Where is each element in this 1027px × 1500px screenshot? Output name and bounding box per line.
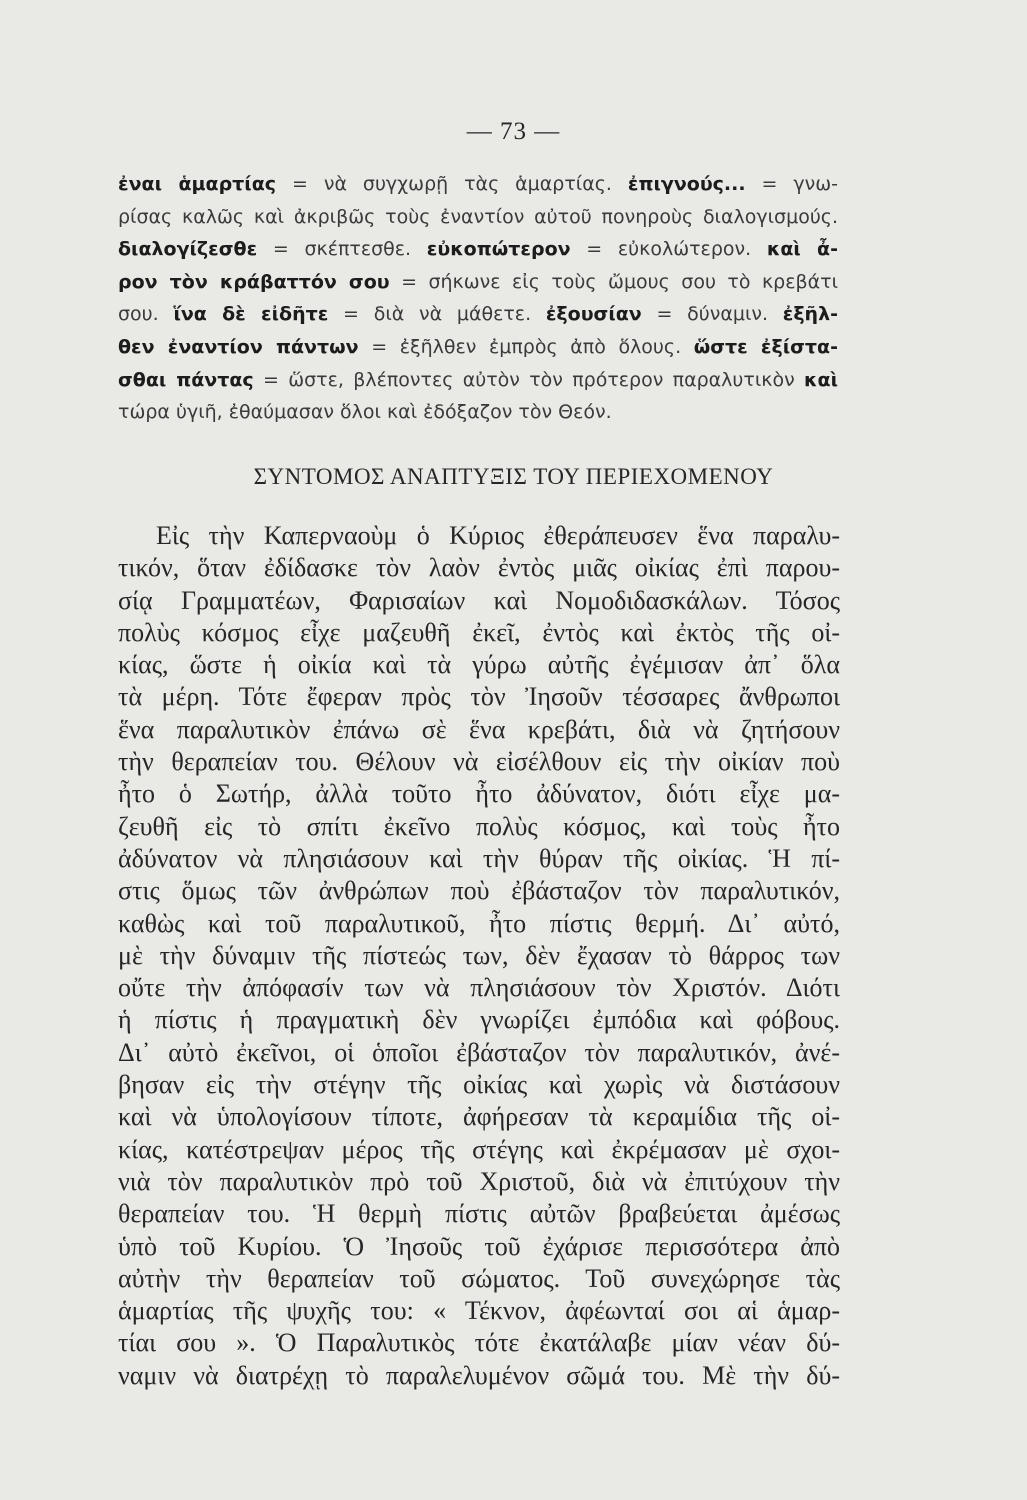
body-line: οὔτε τὴν ἀπόφασίν των νὰ πλησιάσουν τὸν Χριστόν. Διότι (118, 973, 840, 1003)
body-line: ἁμαρτίας τῆς ψυχῆς του: « Τέκνον, ἀφέωνταί σοι αἱ ἁμαρ- (118, 1296, 840, 1326)
body-line: σίᾳ Γραμματέων, Φαρισαίων καὶ Νομοδιδασκάλων. Τόσος (118, 585, 840, 615)
glossary-term: σθαι πάντας (118, 368, 254, 391)
body-line: Εἰς τὴν Καπερναοὺμ ὁ Κύριος ἐθεράπευσεν ἕνα παραλυ- (156, 521, 840, 550)
glossary-term: ἐναι ἁμαρτίας (118, 173, 277, 195)
glossary-term: ἐξῆλ- (782, 303, 838, 326)
body-line: καὶ νὰ ὑπολογίσουν τίποτε, ἀφήρεσαν τὰ κεραμίδια τῆς οἰ- (118, 1102, 840, 1132)
glossary-term: ἐπιγνούς... (627, 173, 746, 195)
body-line: πολὺς κόσμος εἶχε μαζευθῆ ἐκεῖ, ἐντὸς καὶ ἐκτὸς τῆς οἰ- (118, 617, 840, 647)
glossary-definition: = νὰ συγχωρῇ τὰς ἁμαρτίας. (276, 173, 628, 195)
body-line: ὑπὸ τοῦ Κυρίου. Ὁ Ἰησοῦς τοῦ ἐχάρισε περισσότερα ἀπὸ (118, 1231, 840, 1261)
body-line: θεραπείαν του. Ἡ θερμὴ πίστις αὐτῶν βραβεύεται ἀμέσως (118, 1199, 840, 1229)
body-line: αὐτὴν τὴν θεραπείαν τοῦ σώματος. Τοῦ συνεχώρησε τὰς (118, 1263, 840, 1293)
glossary-term: ρον τὸν κράβαττόν σου (118, 270, 390, 293)
glossary-definition: ρίσας καλῶς καὶ ἀκριβῶς τοὺς ἐναντίον αὐτοῦ πονηροὺς διαλογισμούς. (118, 205, 838, 228)
body-line: τικόν, ὅταν ἐδίδασκε τὸν λαὸν ἐντὸς μιᾶς οἰκίας ἐπὶ παρου- (118, 553, 840, 583)
glossary-line (118, 201, 838, 234)
glossary-term: θεν ἐναντίον πάντων (118, 335, 359, 358)
body-line: Δι᾽ αὐτὸ ἐκεῖνοι, οἱ ὁποῖοι ἐβάσταζον τὸν παραλυτικόν, ἀνέ- (118, 1037, 840, 1067)
glossary-definition: τώρα ὑγιῆ, ἐθαύμασαν ὅλοι καὶ ἐδόξαζον τὸν Θεόν. (118, 401, 612, 424)
glossary-term: καὶ (804, 368, 839, 391)
body-line: κίας, ὥστε ἡ οἰκία καὶ τὰ γύρω αὐτῆς ἐγέμισαν ἀπ᾽ ὅλα (118, 650, 840, 680)
glossary-definition: = σήκωνε εἰς τοὺς ὤμους σου τὸ κρεβάτι (389, 270, 838, 293)
body-paragraph (118, 520, 840, 1392)
glossary-line (118, 396, 838, 429)
glossary-definition: = διὰ νὰ μάθετε. (328, 303, 546, 326)
body-line: ἦτο ὁ Σωτήρ, ἀλλὰ τοῦτο ἦτο ἀδύνατον, διότι εἶχε μα- (118, 779, 840, 809)
glossary-definition: = δύναμιν. (641, 303, 783, 326)
body-line: ἀδύνατον νὰ πλησιάσουν καὶ τὴν θύραν τῆς οἰκίας. Ἡ πί- (118, 843, 840, 873)
body-line: κίας, κατέστρεψαν μέρος τῆς στέγης καὶ ἐκρέμασαν μὲ σχοι- (118, 1134, 840, 1164)
glossary-term: διαλογίζεσθε (118, 238, 258, 261)
body-line: καθὼς καὶ τοῦ παραλυτικοῦ, ἦτο πίστις θερμή. Δι᾽ αὐτό, (118, 908, 840, 938)
glossary-term: καὶ ἆ- (766, 238, 838, 261)
glossary-term: εὐκοπώτερον (426, 238, 571, 261)
body-line: μὲ τὴν δύναμιν τῆς πίστεώς των, δὲν ἔχασαν τὸ θάρρος των (118, 940, 840, 970)
glossary-definition: = σκέπτεσθε. (257, 238, 427, 261)
body-line: τίαι σου ». Ὁ Παραλυτικὸς τότε ἐκατάλαβε μίαν νέαν δύ- (118, 1328, 840, 1358)
glossary-term: ἵνα δὲ εἰδῆτε (173, 303, 329, 326)
glossary-term: ὥστε ἐξίστα- (693, 335, 838, 358)
body-line: ἡ πίστις ἡ πραγματικὴ δὲν γνωρίζει ἐμπόδια καὶ φόβους. (118, 1005, 840, 1035)
body-line: τὴν θεραπείαν του. Θέλουν νὰ εἰσέλθουν εἰς τὴν οἰκίαν ποὺ (118, 747, 840, 777)
glossary-definition: = γνω- (745, 173, 839, 195)
glossary-definition: = ὥστε, βλέποντες αὐτὸν τὸν πρότερον παραλυτικὸν (253, 368, 805, 391)
glossary-term: ἐξουσίαν (545, 303, 642, 326)
body-line: νιὰ τὸν παραλυτικὸν πρὸ τοῦ Χριστοῦ, διὰ νὰ ἐπιτύχουν τὴν (118, 1166, 840, 1196)
glossary-line (118, 298, 838, 331)
section-heading: ΣΥΝΤΟΜΟΣ ΑΝΑΠΤΥΞΙΣ ΤΟΥ ΠΕΡΙΕΧΟΜΕΝΟΥ (253, 464, 774, 489)
body-line: ἕνα παραλυτικὸν ἐπάνω σὲ ἕνα κρεβάτι, διὰ νὰ ζητήσουν (118, 714, 840, 744)
glossary-block (118, 168, 838, 429)
glossary-line (118, 168, 838, 201)
glossary-line (118, 364, 838, 397)
body-line: στις ὅμως τῶν ἀνθρώπων ποὺ ἐβάσταζον τὸν παραλυτικόν, (118, 876, 840, 906)
body-line: τὰ μέρη. Τότε ἔφεραν πρὸς τὸν Ἰησοῦν τέσσαρες ἄνθρωποι (118, 682, 840, 712)
body-line: ζευθῆ εἰς τὸ σπίτι ἐκεῖνο πολὺς κόσμος, καὶ τοὺς ἦτο (118, 811, 840, 841)
glossary-definition: = εὐκολώτερον. (570, 238, 767, 261)
glossary-line (118, 331, 838, 364)
glossary-line (118, 266, 838, 299)
body-line: βησαν εἰς τὴν στέγην τῆς οἰκίας καὶ χωρὶς νὰ διστάσουν (118, 1070, 840, 1100)
glossary-definition: = ἐξῆλθεν ἐμπρὸς ἀπὸ ὅλους. (358, 335, 694, 358)
glossary-definition: σου. (118, 303, 174, 326)
glossary-line (118, 233, 838, 266)
body-line: ναμιν νὰ διατρέχῃ τὸ παραλελυμένον σῶμά του. Μὲ τὴν δύ- (118, 1360, 840, 1390)
page-number: — 73 — (466, 118, 561, 145)
